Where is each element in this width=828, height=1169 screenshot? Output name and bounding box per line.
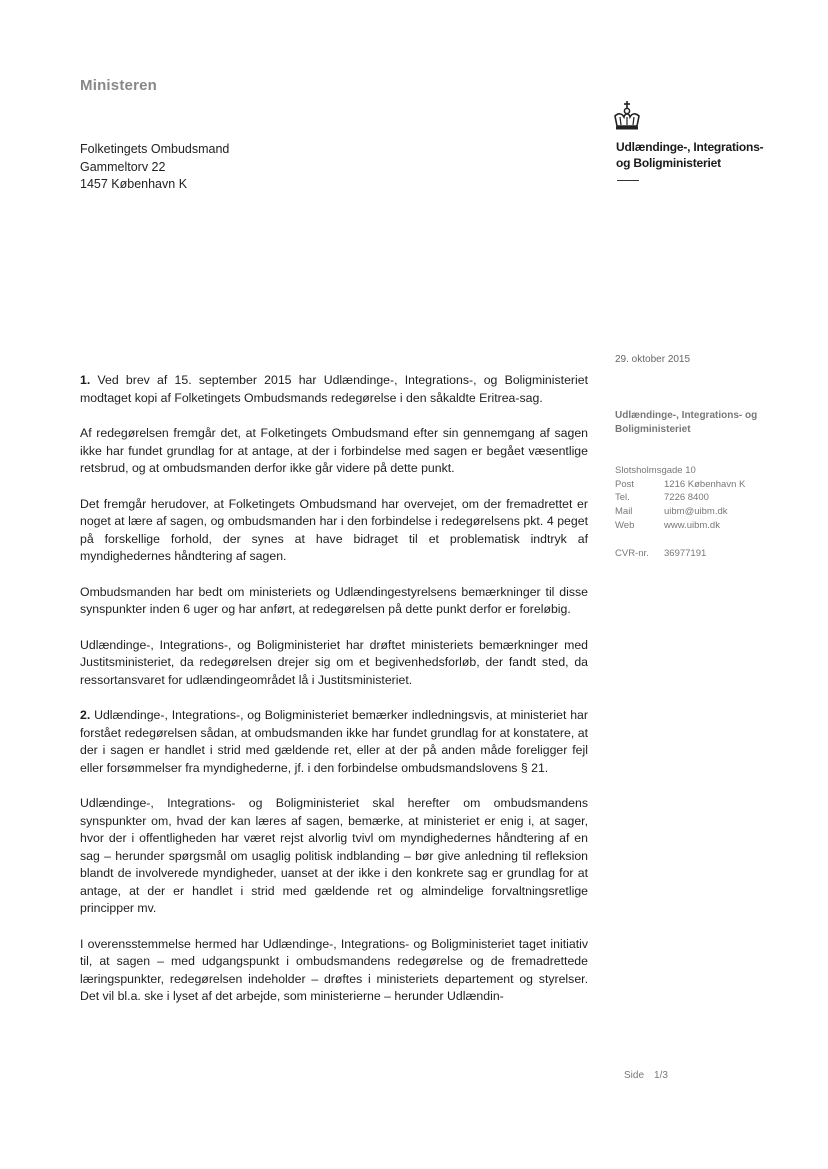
sender-label: Ministeren <box>80 77 158 94</box>
recipient-name: Folketingets Ombudsmand <box>80 142 230 156</box>
sidebar-cvr <box>615 548 706 559</box>
ministry-name <box>616 140 763 171</box>
paragraph-1-number: 1. <box>80 373 91 387</box>
sidebar-ministry-line1: Udlændinge-, Integrations- og <box>615 410 758 421</box>
contact-web-label: Web <box>615 519 635 531</box>
contact-mail-label: Mail <box>615 506 633 518</box>
contact-tel-value: 7226 8400 <box>664 492 709 504</box>
paragraph-8: I overensstemmelse hermed har Udlændinge-, Integrations- og Boligministeriet taget initiativ til, at sagen – med udgangspunkt i ombudsmandens redegørelse og de fremadrettede læringspunkter, redegørelsen indeholder – drøftes i ministeriets departement og styrelser. Det vil bl.a. ske i lyset af det arbejde, som ministerierne – herunder Udlændin- <box>80 936 588 1003</box>
paragraph-3: Det fremgår herudover, at Folketingets Ombudsmand har overvejet, om der fremadrettet er noget at lære af sagen, og ombudsmanden har i den forbindelse i redegørelsens pkt. 4 peget på forskellige forhold, der synes at have bidraget til et problematisk indtryk af myndighedernes håndtering af sagen. <box>80 496 588 563</box>
letter-date: 29. oktober 2015 <box>615 354 691 365</box>
sidebar-ministry-line2: Boligministeriet <box>615 424 691 435</box>
paragraph-1 <box>80 372 588 407</box>
sidebar-contact <box>615 464 745 533</box>
ministry-name-line2: og Boligministeriet <box>616 155 721 170</box>
letter-body <box>80 372 588 1024</box>
recipient-address <box>80 141 229 194</box>
contact-mail-value[interactable]: uibm@uibm.dk <box>664 506 728 518</box>
paragraph-5: Udlændinge-, Integrations-, og Boligministeriet har drøftet ministeriets bemærkninger med Justitsministeriet, da redegørelsen drejer sig om et begivenhedsforløb, der fandt sted, da ressortansvaret for udlændingeområdet lå i Justitsministeriet. <box>80 637 588 687</box>
contact-post-value: 1216 København K <box>664 478 746 490</box>
recipient-street: Gammeltorv 22 <box>80 159 166 174</box>
paragraph-4: Ombudsmanden har bedt om ministeriets og Udlændingestyrelsens bemærkninger til disse synspunkter inden 6 uger og har anført, at redegørelsen på dette punkt derfor er foreløbig. <box>80 584 588 616</box>
page-count: 1/3 <box>654 1070 668 1081</box>
cvr-label: CVR-nr. <box>615 548 649 559</box>
contact-tel <box>615 491 745 505</box>
ministry-name-line1: Udlændinge-, Integrations- <box>616 140 764 154</box>
contact-web-value[interactable]: www.uibm.dk <box>664 519 720 531</box>
contact-post-label: Post <box>615 478 635 490</box>
paragraph-6-number: 2. <box>80 708 91 722</box>
sidebar-address: Slotsholmsgade 10 <box>615 465 696 476</box>
contact-web <box>615 519 745 533</box>
ministry-divider <box>617 180 639 181</box>
crown-logo-icon <box>612 100 642 132</box>
paragraph-1-text: Ved brev af 15. september 2015 har Udlændinge-, Integrations-, og Boligministeriet modtaget kopi af Folketingets Ombudsmands redegørelse i den såkaldte Eritrea-sag. <box>80 373 588 405</box>
paragraph-7: Udlændinge-, Integrations- og Boligministeriet skal herefter om ombudsmandens synspunkter om, hvad der kan læres af sagen, bemærke, at ministeriet er enig i, at sager, hvor der i offentligheden har været rejst alvorlig tvivl om myndighedernes håndtering af en sag – herunder spørgsmål om usaglig politisk indblanding – bør give anledning til refleksion blandt de involverede myndigheder, uanset at der ikke i den konkrete sag er grundlag for at antage, at der er handlet i strid med gældende ret og almindelige forvaltningsretlige principper mv. <box>80 796 588 915</box>
contact-mail <box>615 505 745 519</box>
cvr-value: 36977191 <box>664 548 707 559</box>
paragraph-6-text: Udlændinge-, Integrations-, og Boligministeriet bemærker indledningsvis, at ministeriet har forstået redegørelsen sådan, at ombudsmanden ikke har fundet grundlag for at konstatere, at der i sagen er handlet i strid med gældende ret, eller at der på anden måde foreligger fejl eller forsømmelser fra myndighederne, jf. i den forbindelse ombudsmandslovens § 21. <box>80 708 588 775</box>
paragraph-6 <box>80 707 588 777</box>
recipient-city: 1457 København K <box>80 177 188 191</box>
contact-tel-label: Tel. <box>615 492 630 504</box>
contact-post <box>615 478 745 492</box>
page-number <box>624 1070 668 1081</box>
paragraph-2: Af redegørelsen fremgår det, at Folketingets Ombudsmand efter sin gennemgang af sagen ikke har fundet grundlag for at antage, at der i forbindelse med sagen er begået væsentlige retsbrud, og at ombudsmanden derfor ikke går videre på dette punkt. <box>80 426 588 475</box>
sidebar-ministry <box>615 409 785 437</box>
page-label: Side <box>624 1070 645 1081</box>
